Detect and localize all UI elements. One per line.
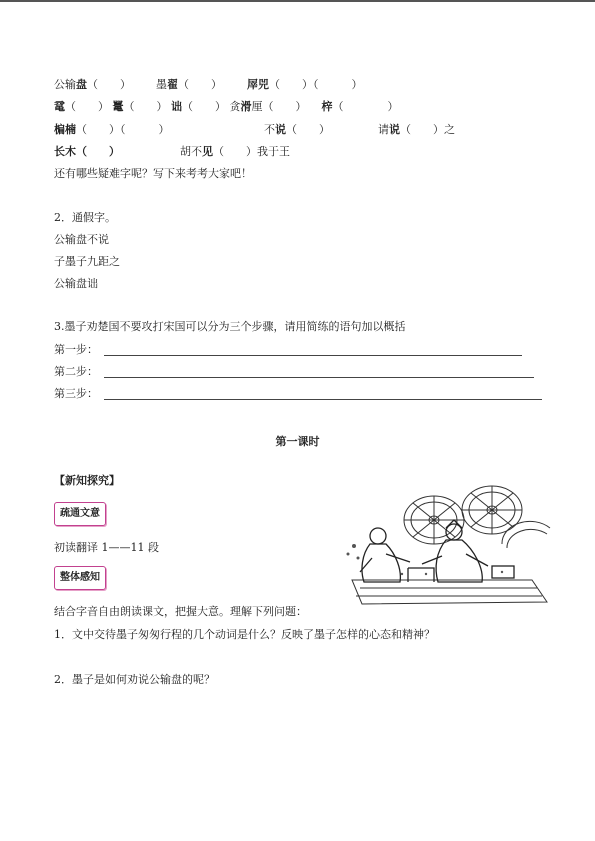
q3-step-1-answer-line[interactable] — [104, 355, 522, 356]
vocab-row-2: 鼋（ ） 鼍（ ） 诎（ ） 贪滑厘（ ） 梓（ ） — [54, 100, 399, 113]
q2-item-1: 公输盘不说 — [54, 233, 109, 246]
q3-step-1-label: 第一步： — [54, 343, 98, 356]
lesson-question-1: 1．文中交待墨子匆匆行程的几个动词是什么？反映了墨子怎样的心态和精神？ — [54, 628, 435, 641]
lesson-heading: 第一课时 — [275, 435, 320, 448]
q2-item-2: 子墨子九距之 — [54, 255, 120, 268]
reading-instruction: 初读翻译 1——11 段 — [54, 541, 159, 554]
page-top-border — [0, 0, 595, 2]
section-title: 【新知探究】 — [54, 474, 120, 487]
vocab-row-3: 楄楠（ ）（ ） — [54, 123, 170, 136]
q3-title: 3.墨子劝楚国不要攻打宋国可以分为三个步骤，请用简练的语句加以概括 — [54, 320, 406, 333]
lesson-intro: 结合字音自由朗读课文，把握大意。理解下列问题： — [54, 605, 307, 618]
q3-step-3-label: 第三步： — [54, 387, 98, 400]
q3-step-3-answer-line[interactable] — [104, 399, 542, 400]
q2-title: 2．通假字。 — [54, 211, 116, 224]
vocab-row-4-right: 胡不见（ ）我于王 — [180, 145, 290, 158]
vocab-prompt: 还有哪些疑难字呢？写下来考考大家吧！ — [54, 167, 252, 180]
q3-step-2-label: 第二步： — [54, 365, 98, 378]
q3-step-2-answer-line[interactable] — [104, 377, 534, 378]
vocab-row-3-mid: 不说（ ） — [264, 123, 330, 136]
tag-shutong-wenyi: 疏通文意 — [54, 502, 106, 526]
tag-zhengti-ganzhi: 整体感知 — [54, 566, 106, 590]
vocab-row-3-right: 请说（ ）之 — [378, 123, 455, 136]
vocab-row-4: 长木（ ） — [54, 145, 120, 158]
vocab-row-1: 公输盘（ ） 墨翟（ ） 屖兕（ ）（ ） — [54, 78, 363, 91]
ancient-figures-illustration — [342, 484, 552, 612]
q2-item-3: 公输盘诎 — [54, 277, 98, 290]
lesson-question-2: 2．墨子是如何劝说公输盘的呢？ — [54, 673, 215, 686]
